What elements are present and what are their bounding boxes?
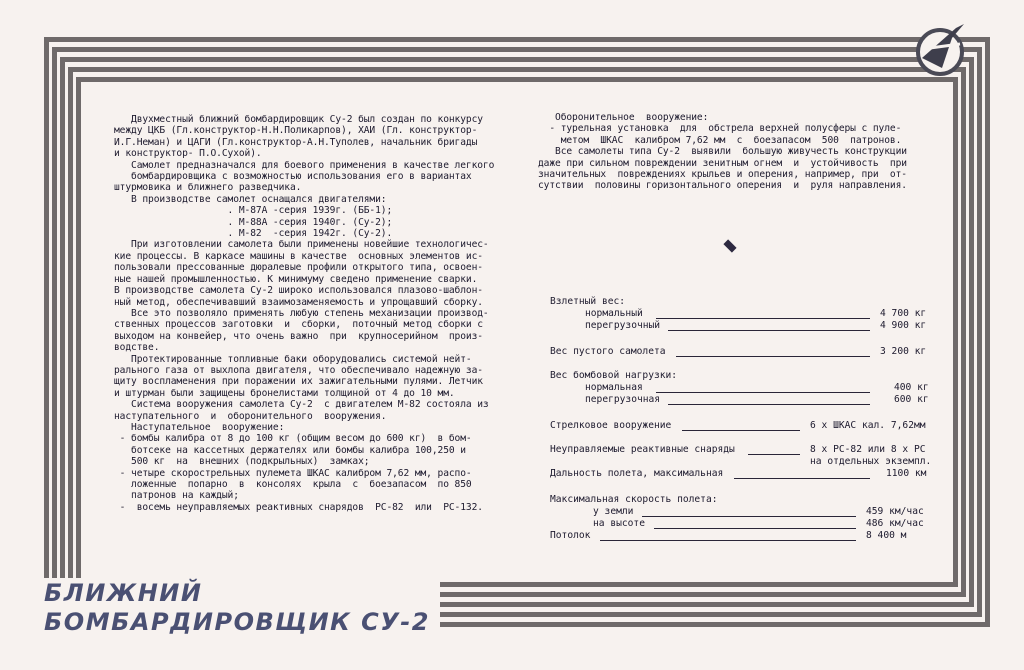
text-line: При изготовлении самолета были применены новейшие технологичес- xyxy=(114,239,489,251)
text-line: В производстве самолет оснащался двигателями: xyxy=(114,193,387,205)
text-line: кие процессы. В каркасе машины в качестве основных элементов ис- xyxy=(114,250,483,262)
frame-stripe xyxy=(68,67,73,597)
leader-line xyxy=(600,540,856,541)
frame-stripe xyxy=(76,77,81,587)
text-line: бомбардировщика с возможностью использования его в вариантах xyxy=(114,171,472,183)
frame-stripe xyxy=(44,37,990,42)
spec-empty-label: Вес пустого самолета xyxy=(550,346,666,357)
text-line: ный метод, обеспечивавший взаимозаменяемость и упрощавший сборку. xyxy=(114,296,483,308)
frame-stripe xyxy=(60,57,974,62)
title-line-1: БЛИЖНИЙ xyxy=(44,579,203,607)
leader-line xyxy=(668,404,870,405)
leader-line xyxy=(734,478,870,479)
text-line: водстве. xyxy=(114,342,160,354)
text-line: ложенные попарно в консолях крыла с боезапасом по 850 xyxy=(114,479,472,490)
text-line: Система вооружения самолета Су-2 с двигателем М-82 состояла из xyxy=(114,399,489,411)
leader-line xyxy=(656,392,870,393)
text-line: рального газа от выхлопа двигателя, что обеспечивало надежную за- xyxy=(114,364,483,376)
leader-line xyxy=(656,318,870,319)
defensive-armament-text xyxy=(538,112,958,192)
spec-bomb-overload-value: 600 кг xyxy=(894,394,929,405)
text-line: - турельная установка для обстрела верхней полусферы с пуле- xyxy=(538,123,902,135)
text-line: даже при сильном повреждении зенитным огнем и устойчивость при xyxy=(538,157,907,169)
leader-line xyxy=(676,356,870,357)
spec-normal-value: 4 700 кг xyxy=(880,308,927,319)
spec-takeoff-heading: Взлетный вес: xyxy=(550,296,626,307)
text-line: Все это позволяло применять любую степень механизации производ- xyxy=(114,307,489,319)
spec-rockets-value-note: на отдельных экземпл. xyxy=(810,456,932,467)
leader-line xyxy=(668,330,870,331)
text-line: и штурман были защищены бронелистами толщиной от 4 до 10 мм. xyxy=(114,387,455,399)
spec-altitude-label: на высоте xyxy=(593,518,645,529)
text-line: выходом на конвейер, что очень важно при крупносерийном произ- xyxy=(114,330,483,342)
title-line-2: БОМБАРДИРОВЩИК СУ-2 xyxy=(44,608,430,636)
spec-maxspeed-heading: Максимальная скорость полета: xyxy=(550,494,718,505)
text-line: Все самолеты типа Су-2 выявили большую живучесть конструкции xyxy=(538,146,907,158)
emblem-icon xyxy=(912,18,976,82)
text-line: сутствии половины горизонтального оперения и руля направления. xyxy=(538,180,907,192)
text-line: значительных повреждениях крыльев и оперения, например, при от- xyxy=(538,169,907,181)
text-line: - бомбы калибра от 8 до 100 кг (общим весом до 600 кг) в бом- xyxy=(114,433,472,445)
spec-ground-value: 459 км/час xyxy=(866,506,924,517)
frame-stripe xyxy=(60,57,65,607)
spec-ceiling-value: 8 400 м xyxy=(866,530,907,541)
frame-stripe xyxy=(44,37,49,627)
text-line: патронов на каждый; xyxy=(114,490,239,502)
text-line: наступательного и оборонительного вооружения. xyxy=(114,410,387,422)
frame-stripe xyxy=(977,47,982,617)
text-line: - восемь неуправляемых реактивных снарядов РС-82 или РС-132. xyxy=(114,501,483,513)
spec-gun-label: Стрелковое вооружение xyxy=(550,420,672,431)
leader-line xyxy=(748,454,800,455)
text-line: ботсеке на кассетных держателях или бомбы калибра 100,250 и xyxy=(114,444,466,456)
frame-stripe xyxy=(68,67,966,72)
spec-bomb-heading: Вес бомбовой нагрузки: xyxy=(550,370,678,381)
frame-stripe xyxy=(985,37,990,627)
frame-stripe xyxy=(961,67,966,597)
text-line: штурмовика и ближнего разведчика. xyxy=(114,182,302,194)
spec-altitude-value: 486 км/час xyxy=(866,518,924,529)
text-line: В производстве самолета Су-2 широко использовался плазово-шаблон- xyxy=(114,285,483,297)
spec-bomb-normal-label: нормальная xyxy=(585,382,643,393)
frame-stripe xyxy=(52,47,982,52)
text-line: ные нашей промышленностью. К минимуму сведено применение сварки. xyxy=(114,273,478,285)
leader-line xyxy=(654,528,856,529)
text-line: И.Г.Неман) и ЦАГИ (Гл.конструктор-А.Н.Туполев, начальник бригады xyxy=(114,136,478,148)
text-line: Оборонительное вооружение: xyxy=(538,112,709,123)
text-line: пользовали прессованные дюралевые профили открытого типа, освоен- xyxy=(114,262,483,274)
spec-overload-label: перегрузочный xyxy=(585,320,661,331)
text-line: Протектированные топливные баки оборудовались системой нейт- xyxy=(114,353,472,365)
spec-gun-value: 6 х ШКАС кал. 7,62мм xyxy=(810,420,926,431)
description-column xyxy=(114,114,524,513)
text-line: Самолет предназначался для боевого применения в качестве легкого xyxy=(114,159,495,171)
leader-line xyxy=(682,430,800,431)
spec-bomb-overload-label: перегрузочная xyxy=(585,394,661,405)
frame-stripe xyxy=(52,47,57,617)
text-line: - четыре скорострельных пулемета ШКАС калибром 7,62 мм, распо- xyxy=(114,467,472,479)
spec-range-label: Дальность полета, максимальная xyxy=(550,468,724,479)
spec-normal-label: нормальный xyxy=(585,308,643,319)
spec-range-value: 1100 км xyxy=(886,468,927,479)
text-line: . М-87А -серия 1939г. (ББ-1); xyxy=(114,205,393,217)
leader-line xyxy=(642,516,856,517)
text-line: . М-88А -серия 1940г. (Су-2); xyxy=(114,216,393,228)
text-line: Наступательное вооружение: xyxy=(114,421,285,433)
spec-rockets-value: 8 х РС-82 или 8 х РС xyxy=(810,444,926,455)
frame-stripe xyxy=(76,77,958,82)
text-line: ственных процессов заготовки и сборки, поточный метод сборки с xyxy=(114,319,483,331)
spec-rockets-label: Неуправляемые реактивные снаряды xyxy=(550,444,735,455)
spec-ceiling-label: Потолок xyxy=(550,530,591,541)
divider-diamond-icon xyxy=(723,239,736,252)
text-line: между ЦКБ (Гл.конструктор-Н.Н.Поликарпов), ХАИ (Гл. конструктор- xyxy=(114,125,478,137)
frame-stripe xyxy=(969,57,974,607)
text-line: метом ШКАС калибром 7,62 мм с боезапасом 500 патронов. xyxy=(538,134,902,146)
text-line: 500 кг на внешних (подкрыльных) замках; xyxy=(114,456,370,468)
spec-bomb-normal-value: 400 кг xyxy=(894,382,929,393)
text-line: щиту воспламенения при поражении их зажигательными пулями. Летчик xyxy=(114,376,483,388)
text-line: Двухместный ближний бомбардировщик Су-2 был создан по конкурсу xyxy=(114,114,483,125)
spec-empty-value: 3 200 кг xyxy=(880,346,927,357)
spec-overload-value: 4 900 кг xyxy=(880,320,927,331)
text-line: . М-82 -серия 1942г. (Су-2). xyxy=(114,228,393,240)
spec-ground-label: у земли xyxy=(593,506,634,517)
text-line: и конструктор- П.О.Сухой). xyxy=(114,148,262,160)
